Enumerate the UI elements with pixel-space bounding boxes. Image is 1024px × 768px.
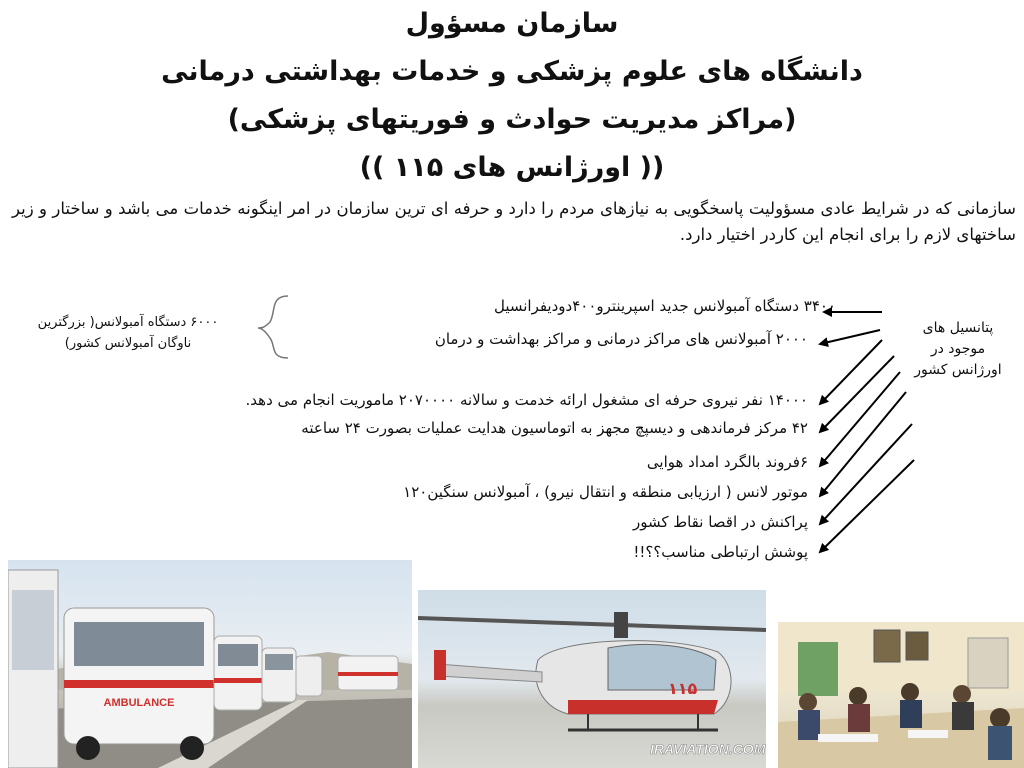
brace [258, 296, 288, 358]
ambulance-photo [8, 560, 412, 768]
arrow-2 [820, 330, 880, 344]
capacity-item-8: پوشش ارتباطی مناسب؟؟!! [633, 543, 808, 561]
capacity-item-6: موتور لانس ( ارزیابی منطقه و انتقال نیرو) ، آمبولانس سنگین۱۲۰ [403, 483, 808, 501]
helicopter-number: ۱۱۵ [668, 679, 698, 698]
capacity-item-5: ۶فروند بالگرد امداد هوایی [646, 453, 808, 471]
title-line-2: دانشگاه های علوم پزشکی و خدمات بهداشتی درمانی [161, 56, 863, 87]
intro-paragraph: سازمانی که در شرایط عادی مسؤولیت پاسخگویی به نیازهای مردم را دارد و حرفه ای ترین سازمان در امر اینگونه خدمات می باشد و ساختار و زیر ساختهای لازم را برای انجام این کاردر اختیار دارد. [12, 199, 1016, 244]
capacity-item-2: ۲۰۰۰ آمبولانس های مراکز درمانی و مراکز بهداشت و درمان [434, 330, 808, 348]
ambulance-label: AMBULANCE [103, 697, 175, 709]
fleet-note-line-1: ۶۰۰۰ دستگاه آمبولانس( بزرگترین [37, 315, 219, 330]
meeting-photo [778, 622, 1024, 768]
photo-watermark: IRAVIATION.COM [650, 741, 766, 757]
helicopter-photo [418, 590, 766, 768]
ambulance-photo-image [8, 560, 412, 768]
capacity-item-4: ۴۲ مرکز فرماندهی و دیسپچ مجهز به اتوماسیون هدایت عملیات بصورت ۲۴ ساعته [301, 419, 808, 437]
arrow-3 [820, 340, 882, 404]
capacity-item-1: ۳۴۰۰ دستگاه آمبولانس جدید اسپرینترو۴۰۰دودیفرانسیل [493, 297, 836, 315]
capacity-item-3: ۱۴۰۰۰ نفر نیروی حرفه ای مشغول ارائه خدمت و سالانه ۲۰۷۰۰۰۰ ماموریت انجام می دهد. [245, 391, 808, 409]
potentials-label-line-1: پتانسیل های [922, 320, 994, 336]
helicopter-photo-image [418, 590, 766, 768]
potentials-label-line-3: اورژانس کشور [914, 362, 1002, 378]
meeting-photo-image [778, 622, 1024, 768]
title-line-4: (( اورژانس های ۱۱۵ )) [359, 152, 665, 183]
title-line-3: (مراکز مدیریت حوادث و فوریتهای پزشکی) [227, 104, 797, 135]
fleet-note-line-2: ناوگان آمبولانس کشور) [64, 336, 192, 351]
title-line-1: سازمان مسؤول [405, 8, 619, 39]
capacity-item-7: پراکنش در اقصا نقاط کشور [632, 513, 808, 531]
potentials-label-line-2: موجود در [930, 341, 986, 357]
